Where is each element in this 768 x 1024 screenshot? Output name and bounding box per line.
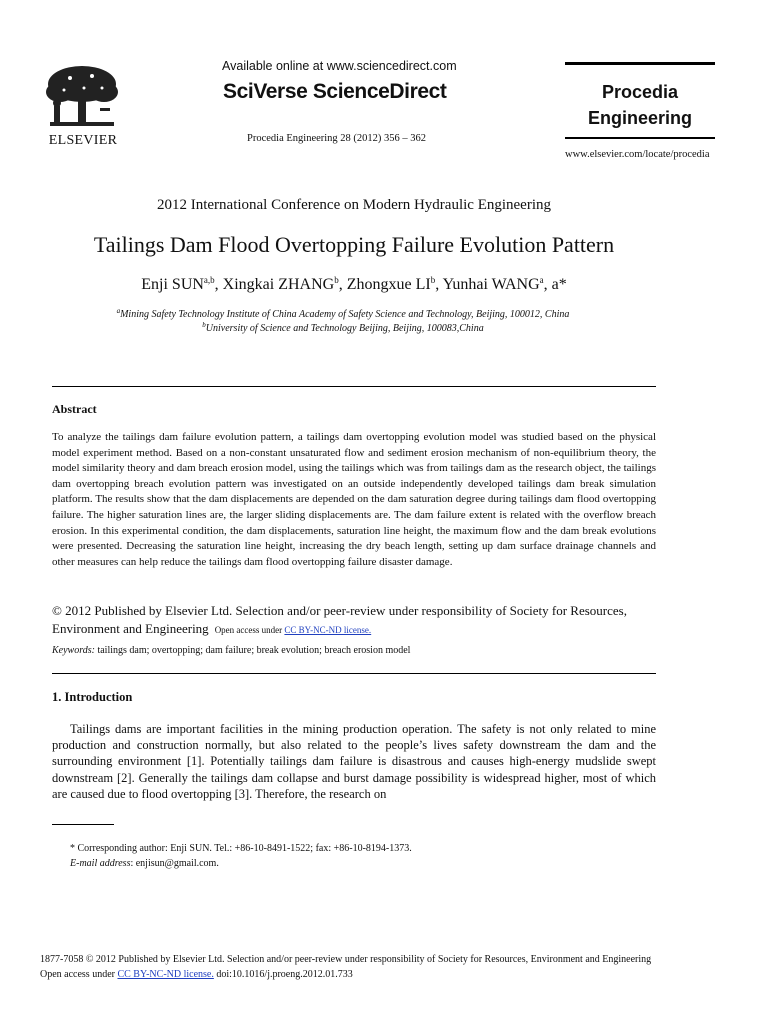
paper-title: Tailings Dam Flood Overtopping Failure Evolution Pattern xyxy=(93,232,615,257)
author-separator: , a* xyxy=(543,276,567,293)
footer-license-doi xyxy=(40,969,353,980)
footer-license-link[interactable]: CC BY-NC-ND license. xyxy=(117,969,214,980)
author-list xyxy=(0,276,708,294)
affiliation-a xyxy=(0,309,686,320)
abstract-top-divider xyxy=(52,386,656,387)
email-label: E-mail address xyxy=(70,858,131,869)
affiliation-mark: b xyxy=(202,321,206,329)
footer-open-access-prefix: Open access under xyxy=(40,969,118,980)
open-access-note xyxy=(215,625,371,635)
open-access-prefix: Open access under xyxy=(214,625,285,635)
journal-title-line2: Engineering xyxy=(587,108,692,128)
abstract-heading: Abstract xyxy=(52,402,97,416)
keywords-list: tailings dam; overtopping; dam failure; break evolution; breach erosion model xyxy=(94,645,411,656)
author-separator: , xyxy=(435,276,443,293)
introduction-body: Tailings dams are important facilities in the mining production operation. The safety is not only related to mine production and construction normally, but also related to the people’s lives safety downstream the dam and the surrounding environment [1]. Potentially tailings dam failure is disastrous and causes high-energy mudslide swept downstream [2]. Generally the tailings dam collapse and burst damage possibility is widespread higher, most of which are caused due to flood overtopping [3]. Therefore, the research on xyxy=(52,722,656,801)
footer-copyright: 1877-7058 © 2012 Published by Elsevier Ltd. Selection and/or peer-review under responsibility of Society for Resources, Environment and Engineering xyxy=(40,954,652,965)
author-name: Yunhai WANG xyxy=(442,276,540,293)
journal-url-link[interactable]: www.elsevier.com/locate/procedia xyxy=(565,149,710,160)
affiliation-text: University of Science and Technology Beijing, Beijing, 100083,China xyxy=(205,323,484,334)
conference-name: 2012 International Conference on Modern Hydraulic Engineering xyxy=(156,197,552,213)
affiliation-text: Mining Safety Technology Institute of China Academy of Safety Science and Technology, Beijing, 100012, China xyxy=(120,309,570,320)
author-affiliation-mark: b xyxy=(334,275,339,285)
publisher-name: ELSEVIER xyxy=(48,133,118,148)
author-affiliation-mark: a xyxy=(539,275,544,285)
available-online-text: Available online at www.sciencedirect.com xyxy=(222,59,457,73)
footnote-divider xyxy=(52,824,114,825)
corresponding-author-note: * Corresponding author: Enji SUN. Tel.: +86-10-8491-1522; fax: +86-10-8194-1373. xyxy=(70,843,412,854)
copyright-statement xyxy=(52,602,672,639)
journal-title-line1: Procedia xyxy=(601,82,679,102)
affiliation-mark: a xyxy=(116,307,121,315)
author-name: Enji SUN xyxy=(141,276,204,293)
author-name: Zhongxue LI xyxy=(346,276,431,293)
journal-name-box xyxy=(565,62,715,139)
author-affiliation-mark: b xyxy=(430,275,436,285)
email-note xyxy=(70,858,219,869)
affiliation-b xyxy=(0,323,686,334)
author-separator: , xyxy=(214,276,223,293)
license-link[interactable]: CC BY-NC-ND license. xyxy=(284,625,372,635)
introduction-heading: 1. Introduction xyxy=(52,690,133,704)
journal-citation: Procedia Engineering 28 (2012) 356 – 362 xyxy=(247,133,427,144)
author-affiliation-mark: a,b xyxy=(203,275,215,285)
abstract-bottom-divider xyxy=(52,673,656,674)
journal-title xyxy=(565,79,715,131)
abstract-body: To analyze the tailings dam failure evolution pattern, a tailings dam overtopping evolution model was studied based on the physical model experiment method. Based on a non-constant unsaturated flow and sediment erosion mechanism of non-equilibrium theory, the model similarity theory and dam breach erosion model, using the tailings which was from tailings dam as the research object, the tailings dam overtopping breach evolution pattern was investigated on an outside independently developed tailings dam break simulation platform. The results show that the dam displacements are depended on the dam saturation degree during tailings dam flood overtopping failure. The higher saturation lines are, the larger sliding displacements are. The dam failure extent is related with the overflow breach erosion. In this experimental condition, the dam displacements, saturation line height, the maximum flow and the dam break evolutions were presented. Decreasing the saturation line height, increasing the dry beach length, setting up dam surface drainage channels and other measures can help reduce the tailings dam flood overtopping failure disaster damage. xyxy=(52,431,656,568)
copyright-text: © 2012 Published by Elsevier Ltd. Selection and/or peer-review under responsibility of Society for Resources, Environment and Engineering xyxy=(52,603,627,636)
doi[interactable]: doi:10.1016/j.proeng.2012.01.733 xyxy=(213,969,353,980)
email-address[interactable]: : enjisun@gmail.com. xyxy=(130,858,219,869)
keywords-line xyxy=(52,645,410,656)
keywords-label: Keywords: xyxy=(52,645,95,656)
author-name: Xingkai ZHANG xyxy=(222,276,335,293)
sciencedirect-brand: SciVerse ScienceDirect xyxy=(223,80,447,103)
author-separator: , xyxy=(338,276,347,293)
